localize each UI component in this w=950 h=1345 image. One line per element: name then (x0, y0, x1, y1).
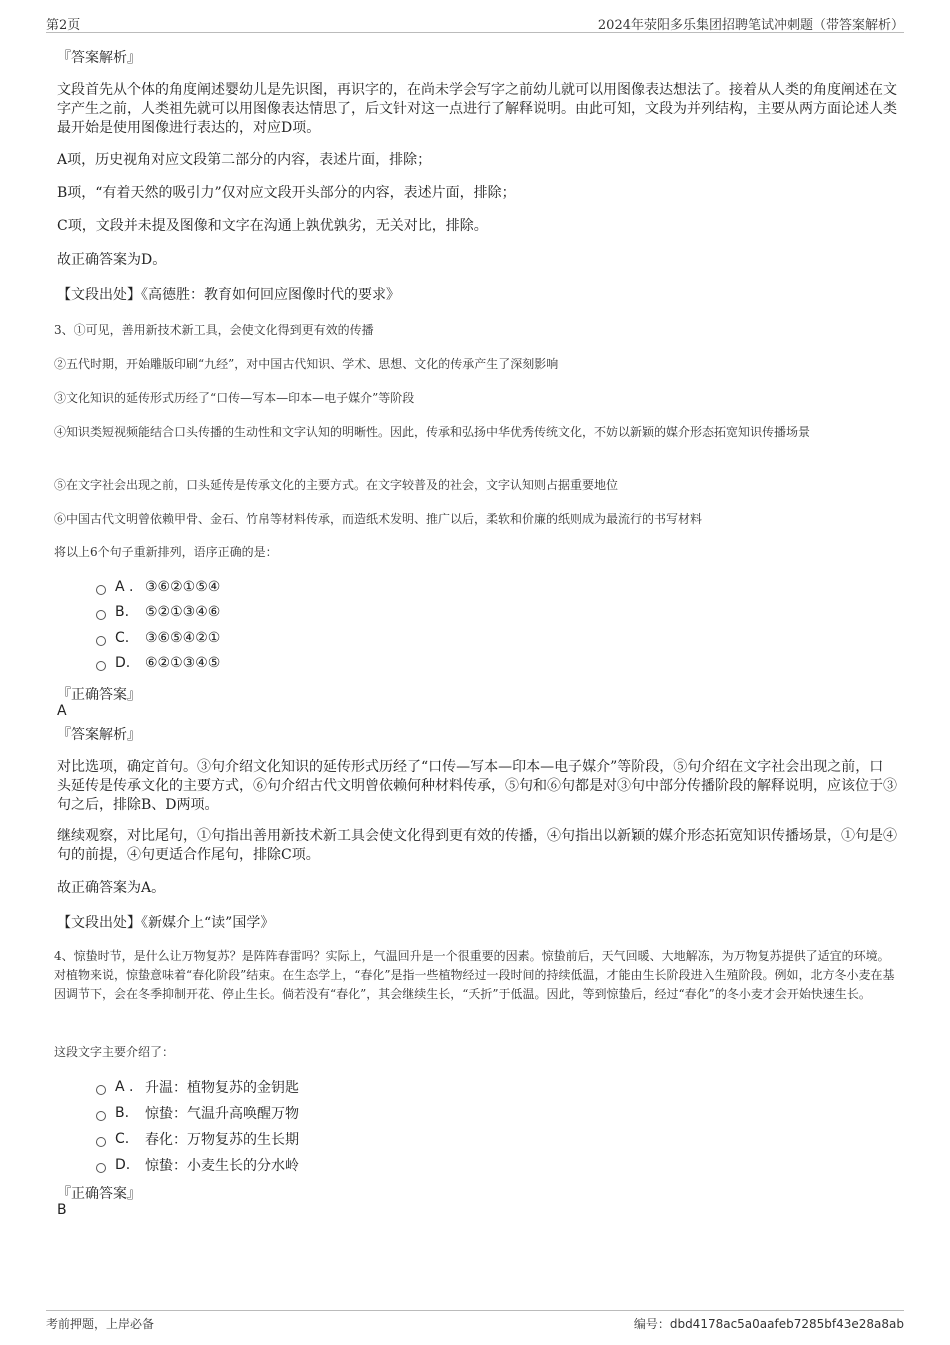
analysis-paragraph: 文段首先从个体的角度阐述婴幼儿是先识图，再识字的，在尚未学会写字之前幼儿就可以用图像表达想法了。接着从人类的角度阐述在文字产生之前，人类祖先就可以用图像表达情思了，后文针对这一点进行了解释说明。由此可知，文段为并列结构，主要从两方面论述人类最开始是使用图像进行表达的，对应D项。 (57, 82, 897, 136)
question-stem: 4、惊蛰时节，是什么让万物复苏？是阵阵春雷吗？实际上，气温回升是一个很重要的因素。惊蛰前后，天气回暖、大地解冻，为万物复苏提供了适宜的环境。对植物来说，惊蛰意味着“春化阶段”结束。在生态学上，“春化”是指一些植物经过一段时间的持续低温，才能由生长阶段进入生殖阶段。例如，北方冬小麦在基因调节下，会在冬季抑制开花、停止生长。倘若没有“春化”，其会继续生长，“夭折”于低温。因此，等到惊蛰后，经过“春化”的冬小麦才会开始快速生长。 (54, 949, 895, 1001)
option-text: 惊蛰：气温升高唤醒万物 (145, 1106, 299, 1122)
question-sentence: ②五代时期，开始雕版印刷“九经”，对中国古代知识、学术、思想、文化的传承产生了深刻影响 (54, 357, 559, 371)
question-prompt: 将以上6个句子重新排列，语序正确的是： (54, 545, 278, 559)
option-text: 升温：植物复苏的金钥匙 (145, 1080, 299, 1096)
analysis-paragraph: B项，“有着天然的吸引力”仅对应文段开头部分的内容，表述片面，排除； (57, 185, 516, 201)
radio-icon[interactable] (96, 610, 106, 620)
radio-icon[interactable] (96, 585, 106, 595)
radio-icon[interactable] (96, 661, 106, 671)
analysis-label: 『答案解析』 (57, 727, 141, 743)
option-text: ⑤②①③④⑥ (145, 604, 221, 620)
page-header (46, 12, 904, 33)
passage-source: 【文段出处】《高德胜：教育如何回应图像时代的要求》 (57, 287, 400, 303)
option-text: ③⑥⑤④②① (145, 630, 221, 646)
analysis-paragraph: 继续观察，对比尾句，①句指出善用新技术新工具会使文化得到更有效的传播，④句指出以新颖的媒介形态拓宽知识传播场景，①句是④句的前提，④句更适合作尾句，排除C项。 (57, 828, 897, 863)
question-sentence: ③文化知识的延传形式历经了“口传—写本—印本—电子媒介”等阶段 (54, 391, 415, 405)
option-label: B. (115, 1105, 130, 1121)
option-label: A . (115, 579, 134, 595)
option-c[interactable] (96, 630, 220, 646)
radio-icon[interactable] (96, 636, 106, 646)
footer-slogan: 考前押题，上岸必备 (46, 1317, 155, 1331)
correct-answer: B (57, 1202, 67, 1218)
option-label: C. (115, 1131, 130, 1147)
option-text: 春化：万物复苏的生长期 (145, 1132, 299, 1148)
passage-source: 【文段出处】《新媒介上“读”国学》 (57, 915, 275, 931)
option-text: ⑥②①③④⑤ (145, 655, 221, 671)
radio-icon[interactable] (96, 1085, 106, 1095)
analysis-conclusion: 故正确答案为D。 (57, 252, 167, 268)
analysis-paragraph: 对比选项，确定首句。③句介绍文化知识的延传形式历经了“口传—写本—印本—电子媒介”等阶段，⑤句介绍在文字社会出现之前，口头延传是传承文化的主要方式，⑥句介绍古代文明曾依赖何种材料传承，⑤句和⑥句都是对③句中部分传播阶段的解释说明，应该位于③句之后，排除B、D两项。 (57, 759, 897, 813)
option-label: D. (115, 655, 131, 671)
analysis-paragraph: C项，文段并未提及图像和文字在沟通上孰优孰劣，无关对比，排除。 (57, 218, 488, 234)
question-sentence: ④知识类短视频能结合口头传播的生动性和文字认知的明晰性。因此，传承和弘扬中华优秀传统文化，不妨以新颖的媒介形态拓宽知识传播场景 (54, 425, 811, 439)
document-code (634, 1315, 904, 1332)
analysis-paragraph: A项，历史视角对应文段第二部分的内容，表述片面，排除； (57, 152, 432, 168)
code-value: dbd4178ac5a0aafeb7285bf43e28a8ab (669, 1317, 904, 1331)
option-label: D. (115, 1157, 131, 1173)
option-d[interactable] (96, 655, 220, 671)
correct-answer-label: 『正确答案』 (57, 687, 141, 703)
page-number: 第2页 (46, 18, 81, 33)
radio-icon[interactable] (96, 1137, 106, 1147)
document-title: 2024年荥阳多乐集团招聘笔试冲刺题（带答案解析） (597, 18, 904, 33)
option-d[interactable] (96, 1155, 299, 1175)
radio-icon[interactable] (96, 1111, 106, 1121)
question-prompt: 这段文字主要介绍了： (54, 1045, 175, 1059)
option-a[interactable] (96, 579, 220, 595)
option-text: ③⑥②①⑤④ (145, 579, 221, 595)
option-c[interactable] (96, 1129, 299, 1149)
option-label: C. (115, 630, 130, 646)
option-label: B. (115, 604, 130, 620)
analysis-conclusion: 故正确答案为A。 (57, 880, 166, 896)
code-label: 编号： (633, 1317, 670, 1331)
question-sentence: 3、①可见，善用新技术新工具，会使文化得到更有效的传播 (54, 323, 374, 337)
option-b[interactable] (96, 1103, 299, 1123)
option-label: A . (115, 1079, 134, 1095)
page-footer (46, 1310, 904, 1335)
analysis-label: 『答案解析』 (57, 50, 141, 66)
radio-icon[interactable] (96, 1163, 106, 1173)
option-a[interactable] (96, 1077, 299, 1097)
question-sentence: ⑤在文字社会出现之前，口头延传是传承文化的主要方式。在文字较普及的社会，文字认知则占据重要地位 (54, 478, 619, 492)
correct-answer-label: 『正确答案』 (57, 1186, 141, 1202)
question-sentence: ⑥中国古代文明曾依赖甲骨、金石、竹帛等材料传承，而造纸术发明、推广以后，柔软和价廉的纸则成为最流行的书写材料 (54, 512, 703, 526)
option-b[interactable] (96, 604, 220, 620)
option-text: 惊蛰：小麦生长的分水岭 (145, 1158, 299, 1174)
correct-answer: A (57, 703, 67, 719)
